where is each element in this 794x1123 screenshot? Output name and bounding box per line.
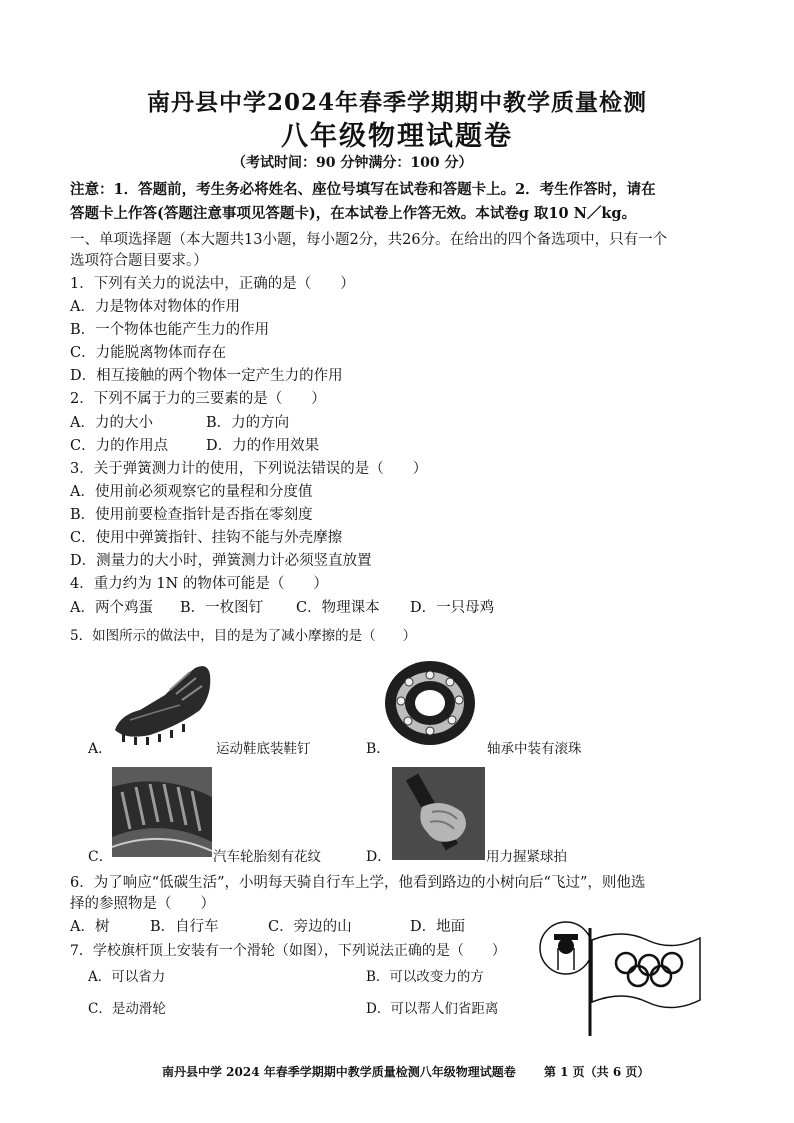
tire-tread-icon [112, 767, 212, 857]
flagpole-pulley-olympic-flag-icon [532, 918, 712, 1038]
q2-option-d: D．力的作用效果 [206, 438, 320, 454]
q4-option-d: D．一只母鸡 [410, 600, 495, 616]
q2-option-b: B．力的方向 [206, 415, 290, 431]
exam-title: 南丹县中学2024年春季学期期中教学质量检测 [146, 89, 647, 116]
q4-option-b: B．一枚图钉 [180, 600, 264, 616]
q5-option-b-caption: 轴承中装有滚珠 [487, 741, 582, 757]
footer-page-number: 第 1 页（共 6 页） [543, 1065, 650, 1079]
q6-option-d: D．地面 [410, 919, 466, 935]
q6-option-c: C．旁边的山 [268, 919, 352, 935]
q7-option-d: D．可以帮人们省距离 [366, 1001, 499, 1017]
q1-option-a: A．力是物体对物体的作用 [70, 299, 240, 315]
q6-stem-line-2: 择的参照物是（ ） [70, 896, 215, 912]
q7-stem: 7．学校旗杆顶上安装有一个滑轮（如图），下列说法正确的是（ ） [70, 943, 506, 959]
page-footer [162, 1063, 673, 1080]
footer-exam-name: 南丹县中学 2024 年春季学期期中教学质量检测八年级物理试题卷 [162, 1065, 516, 1079]
q5-option-b-label: B． [366, 741, 391, 757]
q1-option-c: C．力能脱离物体而存在 [70, 345, 227, 361]
q1-option-d: D．相互接触的两个物体一定产生力的作用 [70, 368, 343, 384]
q2-stem: 2．下列不属于力的三要素的是（ ） [70, 391, 326, 407]
q3-option-c: C．使用中弹簧指针、挂钩不能与外壳摩擦 [70, 530, 343, 546]
q5-option-d-label: D． [366, 849, 392, 865]
q5-option-d-caption: 用力握紧球拍 [486, 849, 567, 865]
q7-option-c: C．是动滑轮 [88, 1001, 166, 1017]
q4-stem: 4．重力约为 1N 的物体可能是（ ） [70, 576, 328, 592]
running-shoe-spikes-icon [110, 660, 215, 750]
q3-option-a: A．使用前必须观察它的量程和分度值 [70, 484, 313, 500]
q2-option-c: C．力的作用点 [70, 438, 169, 454]
q2-option-a: A．力的大小 [70, 415, 153, 431]
q6-option-a: A．树 [70, 919, 110, 935]
exam-subject-title: 八年级物理试题卷 [281, 121, 513, 152]
hand-gripping-racket-icon [392, 767, 485, 860]
exam-time-info: （考试时间：90 分钟满分：100 分） [232, 155, 473, 171]
q3-stem: 3．关于弹簧测力计的使用，下列说法错误的是（ ） [70, 461, 428, 477]
q1-option-b: B．一个物体也能产生力的作用 [70, 322, 270, 338]
q7-option-a: A．可以省力 [88, 969, 166, 985]
q7-option-b: B．可以改变力的方 [366, 969, 484, 985]
section-1-heading-cont: 选项符合题目要求。） [70, 253, 208, 269]
q5-stem: 5．如图所示的做法中，目的是为了减小摩擦的是（ ） [70, 628, 417, 644]
q6-option-b: B．自行车 [150, 919, 219, 935]
q6-stem-line-1: 6．为了响应“低碳生活”，小明每天骑自行车上学，他看到路边的小树向后“飞过”，则他选 [70, 875, 646, 891]
q4-option-c: C．物理课本 [296, 600, 380, 616]
ball-bearing-icon [380, 655, 480, 750]
q1-stem: 1．下列有关力的说法中，正确的是（ ） [70, 276, 355, 292]
notice-line-1: 注意：1．答题前，考生务必将姓名、座位号填写在试卷和答题卡上。2．考生作答时，请在 [70, 181, 656, 198]
q3-option-b: B．使用前要检查指针是否指在零刻度 [70, 507, 313, 523]
q5-option-a-label: A． [88, 741, 113, 757]
q5-option-a-caption: 运动鞋底装鞋钉 [216, 741, 311, 757]
q4-option-a: A．两个鸡蛋 [70, 600, 153, 616]
section-1-heading: 一、单项选择题（本大题共13小题，每小题2分，共26分。在给出的四个备选项中，只有一个 [70, 232, 668, 248]
q5-option-c-caption: 汽车轮胎刻有花纹 [213, 849, 321, 865]
q5-option-c-label: C． [88, 849, 113, 865]
q3-option-d: D．测量力的大小时，弹簧测力计必须竖直放置 [70, 553, 372, 569]
notice-line-2: 答题卡上作答(答题注意事项见答题卡)，在本试卷上作答无效。本试卷g 取10 N／kg。 [70, 205, 637, 222]
